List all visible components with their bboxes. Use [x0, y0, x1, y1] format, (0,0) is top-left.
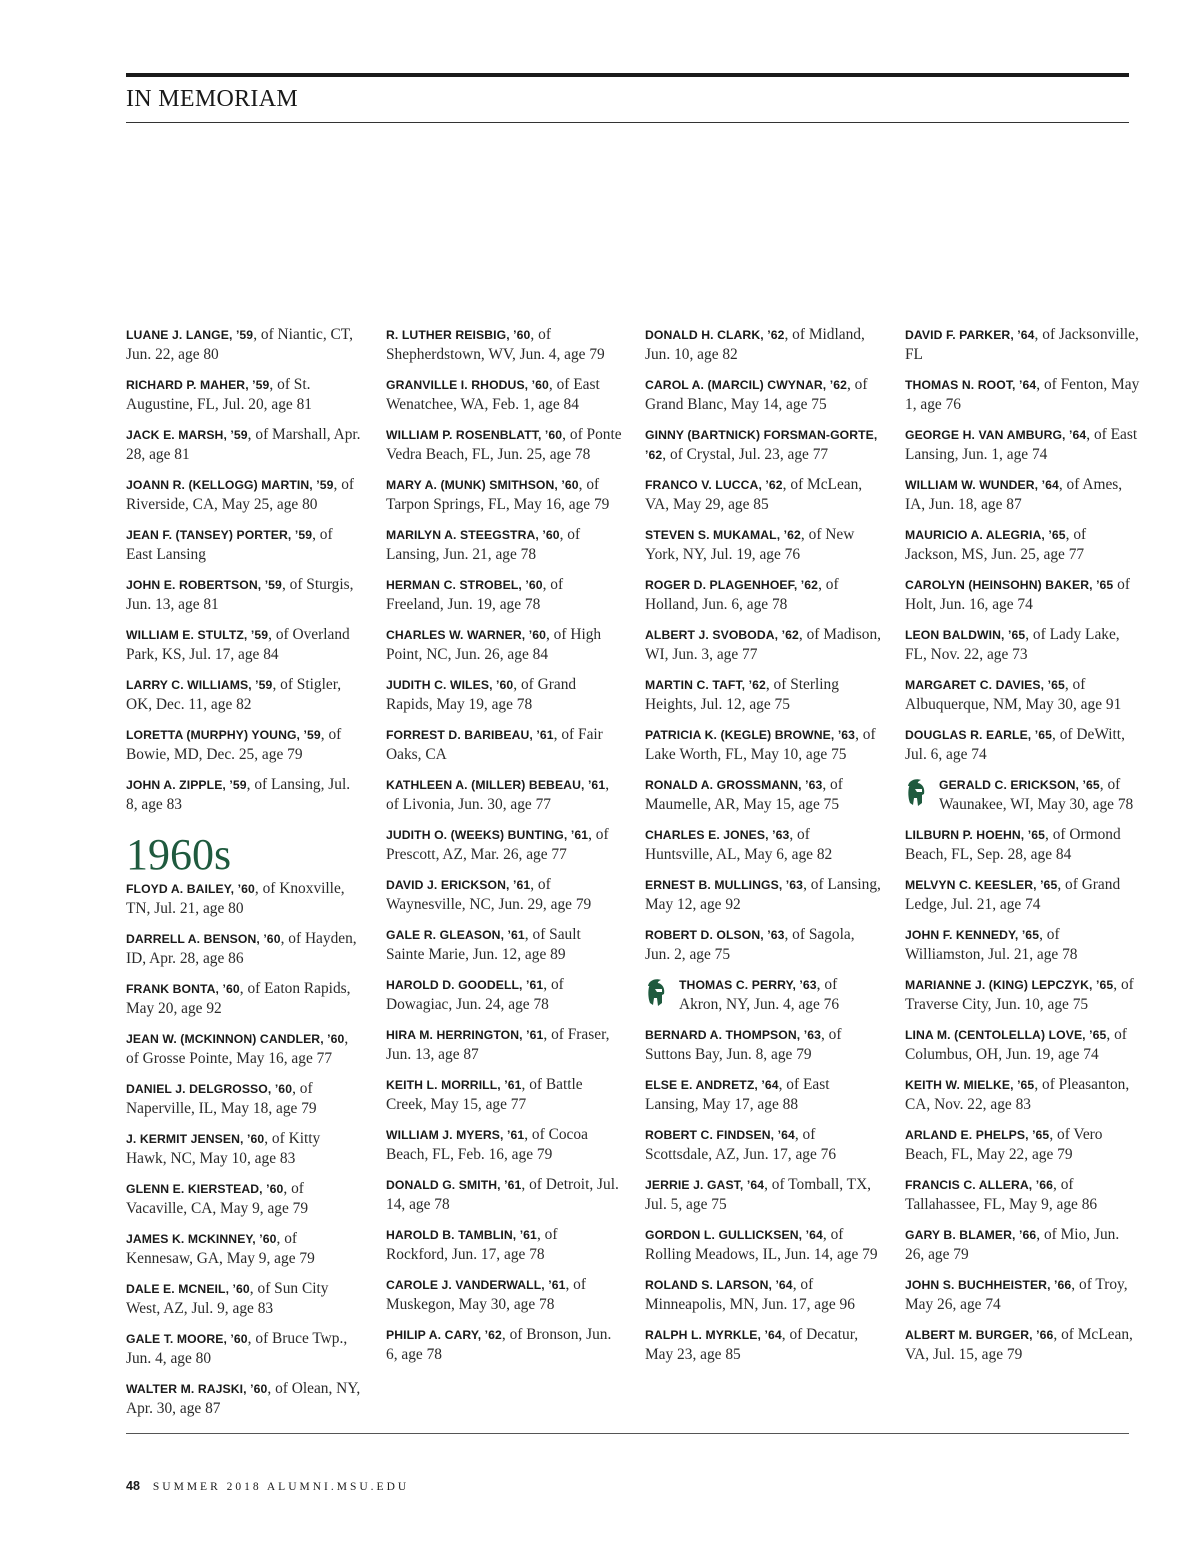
obituary-details: , of Bruce Twp., Jun. 4, age 80	[126, 1330, 348, 1367]
obituary-name: PATRICIA K. (KEGLE) BROWNE, ’63	[645, 728, 856, 742]
obituary-details: , of Sagola, Jun. 2, age 75	[645, 926, 855, 963]
obituary-entry	[645, 1225, 881, 1265]
obituary-details: , of Fraser, Jun. 13, age 87	[386, 1026, 610, 1063]
obituary-name: DANIEL J. DELGROSSO, ’60	[126, 1082, 293, 1096]
obituary-details: , of Grand Rapids, May 19, age 78	[386, 676, 577, 713]
obituary-name: JERRIE J. GAST, ’64	[645, 1178, 765, 1192]
obituary-details: , of Overland Park, KS, Jul. 17, age 84	[126, 626, 350, 663]
obituary-entry	[905, 725, 1141, 765]
obituary-entry	[905, 475, 1141, 515]
obituary-name: ROBERT D. OLSON, ’63	[645, 928, 785, 942]
obituary-name: LARRY C. WILLIAMS, ’59	[126, 678, 273, 692]
obituary-entry	[126, 575, 362, 615]
obituary-entry	[645, 325, 881, 365]
obituary-entry	[905, 1275, 1141, 1315]
obituary-entry	[386, 875, 622, 915]
obituary-details: , of Jackson, MS, Jun. 25, age 77	[905, 526, 1087, 563]
obituary-entry	[905, 375, 1141, 415]
obituary-details: , of New York, NY, Jul. 19, age 76	[645, 526, 855, 563]
obituary-column-4	[905, 325, 1141, 1375]
obituary-details: , of Freeland, Jun. 19, age 78	[386, 576, 564, 613]
obituary-entry	[126, 475, 362, 515]
obituary-entry	[386, 1025, 622, 1065]
obituary-entry	[386, 425, 622, 465]
obituary-name: MARTIN C. TAFT, ’62	[645, 678, 766, 692]
obituary-name: ARLAND E. PHELPS, ’65	[905, 1128, 1050, 1142]
obituary-details: , of Olean, NY, Apr. 30, age 87	[126, 1380, 361, 1417]
obituary-name: HERMAN C. STROBEL, ’60	[386, 578, 543, 592]
obituary-details: , of DeWitt, Jul. 6, age 74	[905, 726, 1125, 763]
obituary-entry	[905, 875, 1141, 915]
obituary-name: GERALD C. ERICKSON, ’65	[939, 778, 1100, 792]
obituary-name: HAROLD B. TAMBLIN, ’61	[386, 1228, 537, 1242]
title-rule	[126, 122, 1129, 123]
obituary-name: FRANCO V. LUCCA, ’62	[645, 478, 783, 492]
obituary-details: , of Tallahassee, FL, May 9, age 86	[905, 1176, 1098, 1213]
top-rule	[126, 73, 1129, 77]
obituary-details: , of Sault Sainte Marie, Jun. 12, age 89	[386, 926, 581, 963]
obituary-details: , of Hayden, ID, Apr. 28, age 86	[126, 930, 357, 967]
obituary-details: , of Lake Worth, FL, May 10, age 75	[645, 726, 876, 763]
obituary-entry	[386, 1125, 622, 1165]
obituary-name: ROBERT C. FINDSEN, ’64	[645, 1128, 795, 1142]
obituary-entry	[126, 879, 362, 919]
obituary-entry	[905, 975, 1141, 1015]
obituary-entry	[386, 925, 622, 965]
page-number: 48	[126, 1479, 140, 1493]
obituary-entry	[386, 675, 622, 715]
obituary-entry	[645, 375, 881, 415]
obituary-details: , of Rolling Meadows, IL, Jun. 14, age 79	[645, 1226, 878, 1263]
obituary-name: ERNEST B. MULLINGS, ’63	[645, 878, 804, 892]
obituary-entry	[645, 775, 881, 815]
obituary-details: , of Holland, Jun. 6, age 78	[645, 576, 839, 613]
obituary-details: , of Ponte Vedra Beach, FL, Jun. 25, age 78	[386, 426, 622, 463]
obituary-name: DAVID J. ERICKSON, ’61	[386, 878, 531, 892]
obituary-details: , of Troy, May 26, age 74	[905, 1276, 1128, 1313]
obituary-name: GEORGE H. VAN AMBURG, ’64	[905, 428, 1087, 442]
obituary-name: ALBERT M. BURGER, ’66	[905, 1328, 1054, 1342]
obituary-name: HAROLD D. GOODELL, ’61	[386, 978, 544, 992]
obituary-name: JEAN W. (MCKINNON) CANDLER, ’60	[126, 1032, 345, 1046]
obituary-details: , of Riverside, CA, May 25, age 80	[126, 476, 355, 513]
obituary-details: , of Lady Lake, FL, Nov. 22, age 73	[905, 626, 1120, 663]
obituary-name: MARGARET C. DAVIES, ’65	[905, 678, 1065, 692]
obituary-details: , of Sturgis, Jun. 13, age 81	[126, 576, 354, 613]
obituary-details: , of East Wenatchee, WA, Feb. 1, age 84	[386, 376, 600, 413]
obituary-details: , of Ormond Beach, FL, Sep. 28, age 84	[905, 826, 1121, 863]
obituary-entry	[905, 525, 1141, 565]
obituary-details: , of Marshall, Apr. 28, age 81	[126, 426, 361, 463]
obituary-name: ALBERT J. SVOBODA, ’62	[645, 628, 799, 642]
obituary-name: MARILYN A. STEEGSTRA, ’60	[386, 528, 560, 542]
obituary-entry	[645, 425, 881, 465]
spartan-helmet-icon	[645, 977, 667, 1007]
obituary-details: , of Tomball, TX, Jul. 5, age 75	[645, 1176, 872, 1213]
obituary-entry	[905, 325, 1141, 365]
obituary-entry	[905, 1075, 1141, 1115]
obituary-entry	[905, 775, 1141, 815]
obituary-name: STEVEN S. MUKAMAL, ’62	[645, 528, 801, 542]
obituary-name: R. LUTHER REISBIG, ’60	[386, 328, 531, 342]
obituary-entry	[645, 525, 881, 565]
obituary-entry	[386, 325, 622, 365]
obituary-name: DONALD H. CLARK, ’62	[645, 328, 785, 342]
obituary-name: FORREST D. BARIBEAU, ’61	[386, 728, 554, 742]
section-title: IN MEMORIAM	[126, 86, 298, 112]
obituary-details: , of Pleasanton, CA, Nov. 22, age 83	[905, 1076, 1130, 1113]
obituary-details: , of Vacaville, CA, May 9, age 79	[126, 1180, 309, 1217]
obituary-details: , of Grosse Pointe, May 16, age 77	[126, 1030, 349, 1067]
obituary-entry	[386, 1075, 622, 1115]
obituary-name: CAROLYN (HEINSOHN) BAKER, ’65	[905, 578, 1114, 592]
obituary-entry	[126, 525, 362, 565]
obituary-entry	[905, 1175, 1141, 1215]
obituary-details: , of Williamston, Jul. 21, age 78	[905, 926, 1078, 963]
obituary-name: CHARLES E. JONES, ’63	[645, 828, 790, 842]
obituary-entry	[905, 1225, 1141, 1265]
obituary-details: , of Prescott, AZ, Mar. 26, age 77	[386, 826, 609, 863]
obituary-details: , of McLean, VA, May 29, age 85	[645, 476, 863, 513]
obituary-details: , of Knoxville, TN, Jul. 21, age 80	[126, 880, 345, 917]
obituary-entry	[126, 1379, 362, 1419]
footer-text: SUMMER 2018 ALUMNI.MSU.EDU	[152, 1481, 410, 1493]
obituary-entry	[386, 375, 622, 415]
obituary-details: , of Bowie, MD, Dec. 25, age 79	[126, 726, 342, 763]
obituary-details: , of Naperville, IL, May 18, age 79	[126, 1080, 317, 1117]
obituary-entry	[126, 1129, 362, 1169]
obituary-name: FRANK BONTA, ’60	[126, 982, 240, 996]
obituary-entry	[386, 825, 622, 865]
footer-rule	[126, 1433, 1129, 1434]
obituary-details: , of Waynesville, NC, Jun. 29, age 79	[386, 876, 592, 913]
obituary-details: , of Crystal, Jul. 23, age 77	[662, 446, 829, 463]
obituary-details: , of Vero Beach, FL, May 22, age 79	[905, 1126, 1103, 1163]
obituary-entry	[645, 475, 881, 515]
obituary-name: ROLAND S. LARSON, ’64	[645, 1278, 793, 1292]
obituary-name: PHILIP A. CARY, ’62	[386, 1328, 502, 1342]
obituary-entry	[386, 525, 622, 565]
obituary-details: , of Grand Ledge, Jul. 21, age 74	[905, 876, 1121, 913]
obituary-name: LINA M. (CENTOLELLA) LOVE, ’65	[905, 1028, 1107, 1042]
obituary-details: , of Muskegon, May 30, age 78	[386, 1276, 586, 1313]
obituary-name: JOANN R. (KELLOGG) MARTIN, ’59	[126, 478, 334, 492]
obituary-details: , of Fenton, May 1, age 76	[905, 376, 1140, 413]
obituary-entry	[386, 775, 622, 815]
obituary-column-3	[645, 325, 881, 1375]
obituary-entry	[645, 725, 881, 765]
obituary-name: CHARLES W. WARNER, ’60	[386, 628, 546, 642]
obituary-name: JUDITH C. WILES, ’60	[386, 678, 514, 692]
obituary-name: JOHN A. ZIPPLE, ’59	[126, 778, 247, 792]
obituary-name: MAURICIO A. ALEGRIA, ’65	[905, 528, 1066, 542]
obituary-name: LILBURN P. HOEHN, ’65	[905, 828, 1046, 842]
obituary-column-2	[386, 325, 622, 1375]
obituary-entry	[126, 325, 362, 365]
obituary-name: JOHN S. BUCHHEISTER, ’66	[905, 1278, 1072, 1292]
obituary-entry	[645, 875, 881, 915]
obituary-details: , of McLean, VA, Jul. 15, age 79	[905, 1326, 1133, 1363]
obituary-details: , of Decatur, May 23, age 85	[645, 1326, 859, 1363]
obituary-entry	[905, 1325, 1141, 1365]
obituary-entry	[386, 725, 622, 765]
obituary-name: MELVYN C. KEESLER, ’65	[905, 878, 1058, 892]
obituary-name: GINNY (BARTNICK) FORSMAN-GORTE, ’62	[645, 428, 878, 462]
decade-heading: 1960s	[126, 830, 232, 879]
obituary-entry	[386, 475, 622, 515]
obituary-entry	[905, 925, 1141, 965]
obituary-name: RONALD A. GROSSMANN, ’63	[645, 778, 823, 792]
obituary-entry	[126, 1029, 362, 1069]
obituary-entry	[645, 1075, 881, 1115]
obituary-name: HIRA M. HERRINGTON, ’61	[386, 1028, 544, 1042]
obituary-entry	[126, 625, 362, 665]
obituary-name: JAMES K. MCKINNEY, ’60	[126, 1232, 277, 1246]
obituary-entry	[126, 1229, 362, 1269]
page-footer	[126, 1479, 409, 1494]
obituary-entry	[905, 575, 1141, 615]
obituary-entry-text	[679, 975, 881, 1015]
obituary-details: , of Albuquerque, NM, May 30, age 91	[905, 676, 1122, 713]
obituary-details: , of Traverse City, Jun. 10, age 75	[905, 976, 1134, 1013]
obituary-name: KEITH L. MORRILL, ’61	[386, 1078, 522, 1092]
obituary-entry	[126, 725, 362, 765]
obituary-name: WILLIAM W. WUNDER, ’64	[905, 478, 1059, 492]
obituary-name: GRANVILLE I. RHODUS, ’60	[386, 378, 549, 392]
obituary-details: , of Suttons Bay, Jun. 8, age 79	[645, 1026, 842, 1063]
obituary-name: WILLIAM J. MYERS, ’61	[386, 1128, 525, 1142]
obituary-details: , of Madison, WI, Jun. 3, age 77	[645, 626, 881, 663]
obituary-entry	[645, 575, 881, 615]
obituary-entry	[126, 1329, 362, 1369]
obituary-name: ROGER D. PLAGENHOEF, ’62	[645, 578, 819, 592]
obituary-entry	[386, 1175, 622, 1215]
obituary-entry	[126, 1079, 362, 1119]
obituary-details: , of Huntsville, AL, May 6, age 82	[645, 826, 833, 863]
obituary-details: , of Columbus, OH, Jun. 19, age 74	[905, 1026, 1127, 1063]
obituary-name: JEAN F. (TANSEY) PORTER, ’59	[126, 528, 313, 542]
obituary-entry	[645, 1025, 881, 1065]
obituary-name: LEON BALDWIN, ’65	[905, 628, 1026, 642]
obituary-details: , of Detroit, Jul. 14, age 78	[386, 1176, 619, 1213]
obituary-name: LORETTA (MURPHY) YOUNG, ’59	[126, 728, 321, 742]
obituary-details: , of Livonia, Jun. 30, age 77	[386, 776, 610, 813]
obituary-entry	[645, 1275, 881, 1315]
obituary-entry	[645, 975, 881, 1015]
obituary-details: , of Bronson, Jun. 6, age 78	[386, 1326, 612, 1363]
obituary-entry	[905, 825, 1141, 865]
obituary-entry	[386, 575, 622, 615]
obituary-name: JOHN E. ROBERTSON, ’59	[126, 578, 282, 592]
obituary-details: , of Lansing, Jul. 8, age 83	[126, 776, 351, 813]
obituary-name: WILLIAM P. ROSENBLATT, ’60	[386, 428, 563, 442]
obituary-entry	[126, 1179, 362, 1219]
obituary-details: , of Stigler, OK, Dec. 11, age 82	[126, 676, 342, 713]
obituary-details: , of Maumelle, AR, May 15, age 75	[645, 776, 843, 813]
obituary-entry	[645, 825, 881, 865]
obituary-column-1	[126, 325, 362, 1429]
obituary-name: J. KERMIT JENSEN, ’60	[126, 1132, 265, 1146]
obituary-details: , of Cocoa Beach, FL, Feb. 16, age 79	[386, 1126, 588, 1163]
obituary-details: , of Mio, Jun. 26, age 79	[905, 1226, 1120, 1263]
obituary-details: , of East Lansing	[126, 526, 333, 563]
obituary-name: KEITH W. MIELKE, ’65	[905, 1078, 1035, 1092]
obituary-details: , of Ames, IA, Jun. 18, age 87	[905, 476, 1123, 513]
obituary-details: , of Jacksonville, FL	[905, 326, 1139, 363]
obituary-name: MARY A. (MUNK) SMITHSON, ’60	[386, 478, 579, 492]
obituary-details: , of High Point, NC, Jun. 26, age 84	[386, 626, 602, 663]
obituary-details: , of Midland, Jun. 10, age 82	[645, 326, 865, 363]
obituary-entry	[126, 1279, 362, 1319]
obituary-entry	[126, 775, 362, 815]
obituary-name: WALTER M. RAJSKI, ’60	[126, 1382, 268, 1396]
obituary-details: , of Shepherdstown, WV, Jun. 4, age 79	[386, 326, 605, 363]
obituary-details: , of East Lansing, May 17, age 88	[645, 1076, 830, 1113]
obituary-name: RALPH L. MYRKLE, ’64	[645, 1328, 782, 1342]
obituary-entry	[126, 375, 362, 415]
obituary-entry	[126, 425, 362, 465]
obituary-details: , of Eaton Rapids, May 20, age 92	[126, 980, 351, 1017]
obituary-details: of Holt, Jun. 16, age 74	[905, 576, 1130, 613]
obituary-entry	[386, 625, 622, 665]
obituary-entry-text	[939, 775, 1141, 815]
obituary-name: MARIANNE J. (KING) LEPCZYK, ’65	[905, 978, 1114, 992]
obituary-name: DONALD G. SMITH, ’61	[386, 1178, 522, 1192]
obituary-name: RICHARD P. MAHER, ’59	[126, 378, 270, 392]
obituary-entry	[126, 979, 362, 1019]
obituary-entry	[645, 1175, 881, 1215]
obituary-name: LUANE J. LANGE, ’59	[126, 328, 254, 342]
obituary-name: GALE T. MOORE, ’60	[126, 1332, 248, 1346]
obituary-details: , of Akron, NY, Jun. 4, age 76	[679, 976, 840, 1013]
obituary-name: DOUGLAS R. EARLE, ’65	[905, 728, 1053, 742]
obituary-name: JUDITH O. (WEEKS) BUNTING, ’61	[386, 828, 589, 842]
obituary-details: , of Lansing, May 12, age 92	[645, 876, 881, 913]
obituary-entry	[645, 675, 881, 715]
obituary-details: , of Fair Oaks, CA	[386, 726, 603, 763]
obituary-name: FRANCIS C. ALLERA, ’66	[905, 1178, 1054, 1192]
obituary-name: DAVID F. PARKER, ’64	[905, 328, 1035, 342]
obituary-name: FLOYD A. BAILEY, ’60	[126, 882, 255, 896]
obituary-entry	[126, 675, 362, 715]
obituary-details: , of Lansing, Jun. 21, age 78	[386, 526, 581, 563]
obituary-name: JOHN F. KENNEDY, ’65	[905, 928, 1040, 942]
obituary-name: CAROL A. (MARCIL) CWYNAR, ’62	[645, 378, 847, 392]
obituary-details: , of Kitty Hawk, NC, May 10, age 83	[126, 1130, 321, 1167]
obituary-entry	[645, 1325, 881, 1365]
obituary-details: , of Battle Creek, May 15, age 77	[386, 1076, 583, 1113]
obituary-name: GLENN E. KIERSTEAD, ’60	[126, 1182, 284, 1196]
obituary-details: , of Waunakee, WI, May 30, age 78	[939, 776, 1134, 813]
obituary-name: DARRELL A. BENSON, ’60	[126, 932, 281, 946]
obituary-entry	[386, 1325, 622, 1365]
obituary-name: GORDON L. GULLICKSEN, ’64	[645, 1228, 823, 1242]
obituary-entry	[386, 975, 622, 1015]
obituary-name: CAROLE J. VANDERWALL, ’61	[386, 1278, 566, 1292]
obituary-entry	[905, 1125, 1141, 1165]
obituary-details: , of Kennesaw, GA, May 9, age 79	[126, 1230, 315, 1267]
obituary-details: , of Rockford, Jun. 17, age 78	[386, 1226, 558, 1263]
obituary-details: , of Minneapolis, MN, Jun. 17, age 96	[645, 1276, 855, 1313]
obituary-name: ELSE E. ANDRETZ, ’64	[645, 1078, 779, 1092]
obituary-details: , of Niantic, CT, Jun. 22, age 80	[126, 326, 353, 363]
obituary-entry	[645, 625, 881, 665]
obituary-details: , of Grand Blanc, May 14, age 75	[645, 376, 868, 413]
obituary-entry	[645, 925, 881, 965]
obituary-name: GALE R. GLEASON, ’61	[386, 928, 525, 942]
obituary-name: JACK E. MARSH, ’59	[126, 428, 248, 442]
obituary-entry	[905, 625, 1141, 665]
obituary-details: , of Sun City West, AZ, Jul. 9, age 83	[126, 1280, 329, 1317]
obituary-details: , of St. Augustine, FL, Jul. 20, age 81	[126, 376, 312, 413]
obituary-name: GARY B. BLAMER, ’66	[905, 1228, 1037, 1242]
obituary-entry	[905, 425, 1141, 465]
obituary-entry	[905, 675, 1141, 715]
obituary-name: KATHLEEN A. (MILLER) BEBEAU, ’61	[386, 778, 606, 792]
obituary-entry	[905, 1025, 1141, 1065]
obituary-entry	[386, 1275, 622, 1315]
obituary-entry	[126, 929, 362, 969]
obituary-name: BERNARD A. THOMPSON, ’63	[645, 1028, 821, 1042]
obituary-entry	[645, 1125, 881, 1165]
obituary-name: THOMAS N. ROOT, ’64	[905, 378, 1037, 392]
obituary-details: , of Tarpon Springs, FL, May 16, age 79	[386, 476, 610, 513]
obituary-details: , of Dowagiac, Jun. 24, age 78	[386, 976, 564, 1013]
obituary-name: THOMAS C. PERRY, ’63	[679, 978, 817, 992]
obituary-details: , of East Lansing, Jun. 1, age 74	[905, 426, 1138, 463]
obituary-details: , of Sterling Heights, Jul. 12, age 75	[645, 676, 839, 713]
obituary-name: WILLIAM E. STULTZ, ’59	[126, 628, 269, 642]
obituary-entry	[386, 1225, 622, 1265]
obituary-details: , of Scottsdale, AZ, Jun. 17, age 76	[645, 1126, 837, 1163]
spartan-helmet-icon	[905, 777, 927, 807]
obituary-name: DALE E. MCNEIL, ’60	[126, 1282, 250, 1296]
